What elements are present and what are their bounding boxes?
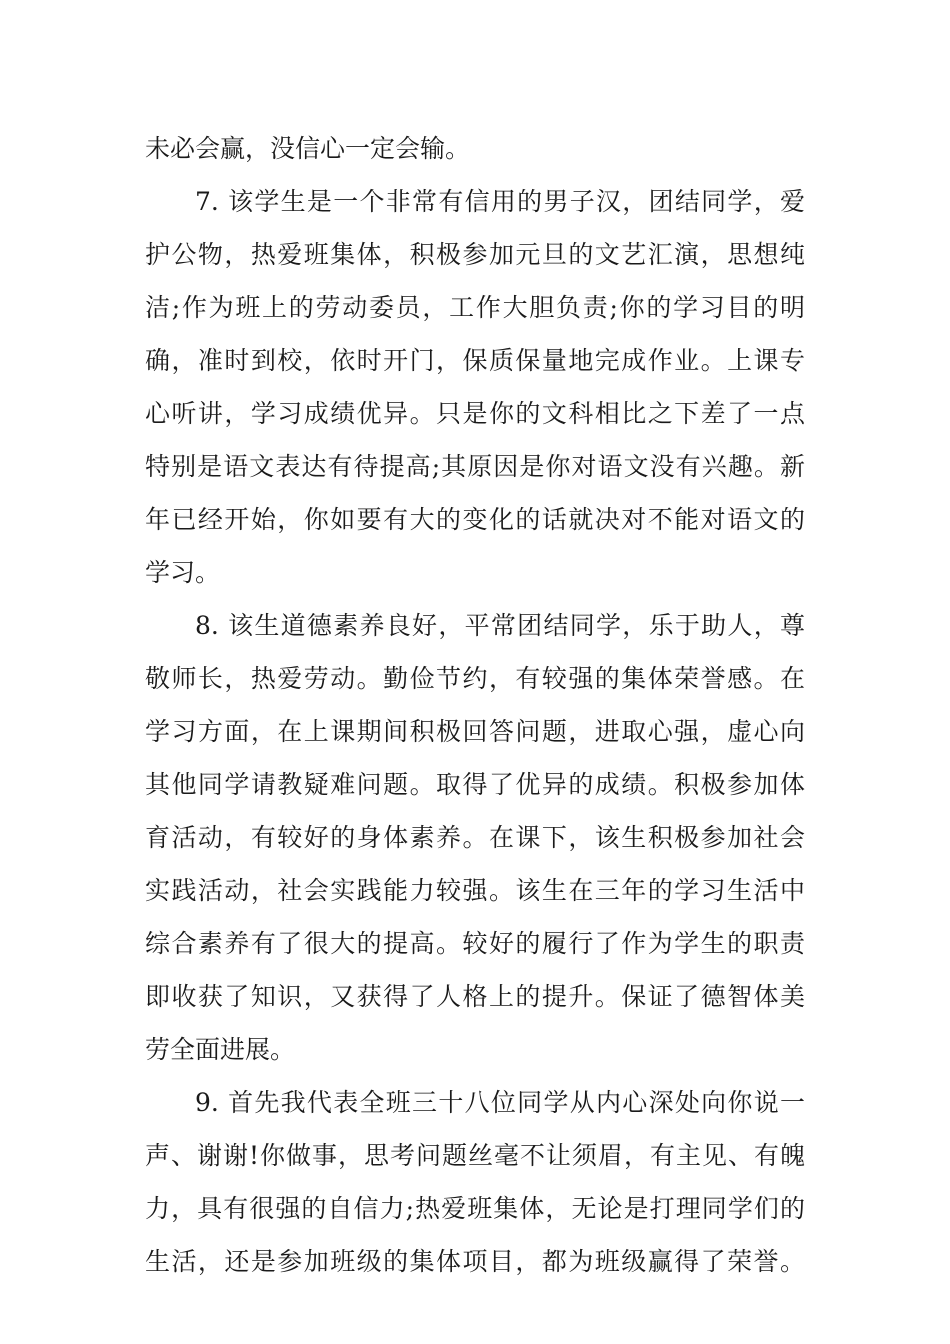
text-line: 8. 该生道德素养良好，平常团结同学，乐于助人，尊 <box>195 611 805 640</box>
text-line: 特别是语文表达有待提高;其原因是你对语文没有兴趣。新 <box>145 452 805 481</box>
text-line: 7. 该学生是一个非常有信用的男子汉，团结同学，爱 <box>195 187 805 216</box>
text-line: 9. 首先我代表全班三十八位同学从内心深处向你说一 <box>195 1088 805 1117</box>
text-line: 敬师长，热爱劳动。勤俭节约，有较强的集体荣誉感。在 <box>145 664 805 693</box>
text-line: 护公物，热爱班集体，积极参加元旦的文艺汇演，思想纯 <box>145 240 805 269</box>
text-line: 力，具有很强的自信力;热爱班集体，无论是打理同学们的 <box>145 1194 805 1223</box>
text-line: 实践活动，社会实践能力较强。该生在三年的学习生活中 <box>145 876 805 905</box>
text-line: 劳全面进展。 <box>145 1035 296 1064</box>
document-body <box>145 122 805 1288</box>
text-line: 未必会赢，没信心一定会输。 <box>145 134 471 163</box>
text-line: 确，准时到校，依时开门，保质保量地完成作业。上课专 <box>145 346 805 375</box>
text-line: 育活动，有较好的身体素养。在课下，该生积极参加社会 <box>145 823 805 852</box>
text-line: 声、谢谢!你做事，思考问题丝毫不让须眉，有主见、有魄 <box>145 1141 805 1170</box>
text-line: 即收获了知识，又获得了人格上的提升。保证了德智体美 <box>145 982 805 1011</box>
text-line: 生活，还是参加班级的集体项目，都为班级赢得了荣誉。 <box>145 1247 805 1276</box>
text-line: 洁;作为班上的劳动委员，工作大胆负责;你的学习目的明 <box>145 293 805 322</box>
text-line: 学习。 <box>145 558 221 587</box>
text-line: 其他同学请教疑难问题。取得了优异的成绩。积极参加体 <box>145 770 805 799</box>
text-line: 学习方面，在上课期间积极回答问题，进取心强，虚心向 <box>145 717 805 746</box>
text-line: 心听讲，学习成绩优异。只是你的文科相比之下差了一点 <box>145 399 805 428</box>
text-line: 年已经开始，你如要有大的变化的话就决对不能对语文的 <box>145 505 805 534</box>
text-line: 综合素养有了很大的提高。较好的履行了作为学生的职责 <box>145 929 805 958</box>
